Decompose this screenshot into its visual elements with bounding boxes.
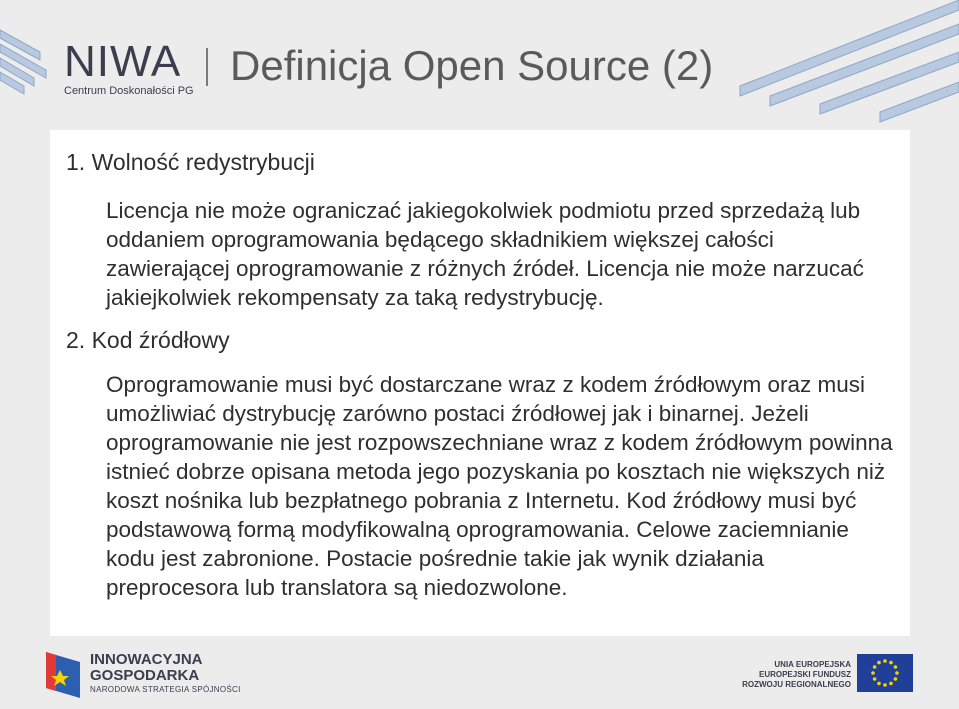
ig-flag-icon [40, 648, 86, 704]
content-panel [50, 130, 910, 636]
ig-line2: GOSPODARKA [90, 667, 200, 684]
eu-line3: ROZWOJU REGIONALNEGO [742, 680, 851, 689]
section2-text: Oprogramowanie musi być dostarczane wraz z kodem źródłowym oraz musi umożliwiać dystrybucję zarówno postaci źródłowej jak i binarnej. Jeżeli oprogramowanie nie jest rozpowszechniane wraz z kodem źródłowym powinna istnieć dobrze opisana metoda jego pozyskania po kosztach nie większych niż koszt nośnika lub bezpłatnego pobrania z Internetu. Kod źródłowy musi być podstawową formą modyfikowalną oprogramowania. Celowe zaciemnianie kodu jest zabronione. Postacie pośrednie takie jak wynik działania preprocesora lub translatora są niedozwolone. [106, 372, 893, 600]
innowacyjna-gospodarka-logo [40, 648, 241, 704]
niwa-logo-text: NIWA [64, 37, 182, 86]
title-divider [206, 48, 208, 86]
niwa-logo [64, 37, 194, 98]
section1-text: Licencja nie może ograniczać jakiegokolwiek podmiotu przed sprzedażą lub oddaniem oprogramowania będącego składnikiem większej całości zawierającej oprogramowanie z różnych źródeł. Licencja nie może narzucać jakiejkolwiek rekompensaty za taką redystrybucję. [106, 198, 864, 310]
ig-line3: NARODOWA STRATEGIA SPÓJNOŚCI [90, 685, 241, 694]
ig-line1: INNOWACYJNA [90, 651, 203, 668]
section1-heading: 1. Wolność redystrybucji [66, 149, 315, 175]
slide-title: Definicja Open Source (2) [230, 42, 714, 89]
eu-flag-icon [857, 654, 913, 692]
eu-line1: UNIA EUROPEJSKA [774, 660, 851, 669]
eu-line2: EUROPEJSKI FUNDUSZ [758, 670, 851, 679]
section2-heading: 2. Kod źródłowy [66, 327, 230, 353]
niwa-logo-subtitle: Centrum Doskonałości PG [64, 85, 194, 97]
